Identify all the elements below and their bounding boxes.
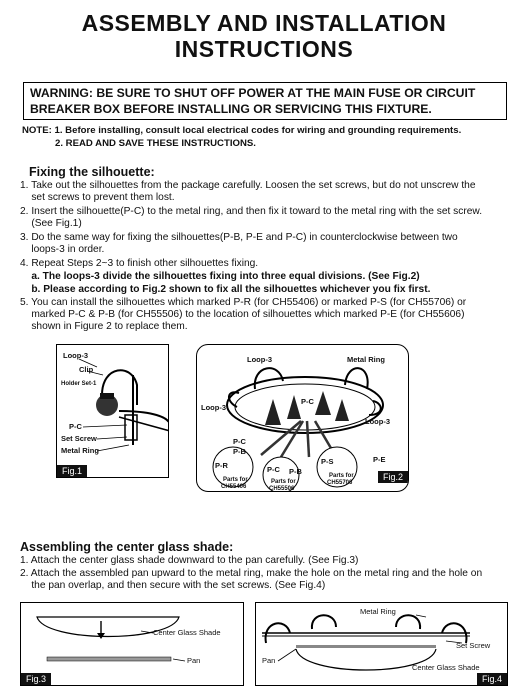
step-text: 1. Attach the center glass shade downward to the pan carefully. (See Fig.3) <box>20 555 359 566</box>
figure-4 <box>255 602 508 686</box>
note-line: 2. READ AND SAVE THESE INSTRUCTIONS. <box>55 138 256 149</box>
figure-3 <box>20 602 244 686</box>
warning-line: WARNING: BE SURE TO SHUT OFF POWER AT THE MAIN FUSE OR CIRCUIT <box>30 86 476 100</box>
step-text: 1. Take out the silhouettes from the package carefully. Loosen the set screws, but do not unscrew the <box>20 180 476 191</box>
fig2-parts-label: CH55406 <box>221 484 247 490</box>
fig2-ps-label: P-S <box>321 457 334 466</box>
fig1-clip-label: Clip <box>79 365 94 374</box>
fig2-pe-label: P-E <box>373 455 386 464</box>
fig2-parts-label: CH55706 <box>327 480 353 486</box>
fig1-pc-label: P-C <box>69 422 82 431</box>
fig2-parts-label: Parts for <box>329 473 354 479</box>
step-text: 2. Attach the assembled pan upward to the metal ring, make the hole on the metal ring and the hole on <box>20 568 483 579</box>
step-text: set screws to prevent them lost. <box>20 192 175 203</box>
fig2-parts-label: Parts for <box>271 479 296 485</box>
fig1-holder-label: Holder Set-1 <box>61 381 97 387</box>
fig2-caption: Fig.2 <box>378 471 408 483</box>
fig2-loop-label: Loop-3 <box>247 355 272 364</box>
fig3-caption: Fig.3 <box>21 673 51 685</box>
figure-1 <box>56 344 169 478</box>
step-text: shown in Figure 2 to replace them. <box>20 321 188 332</box>
step-text: loops-3 in order. <box>20 244 105 255</box>
fig2-pb-label: P-B <box>233 447 246 456</box>
fig1-ring-label: Metal Ring <box>61 446 99 455</box>
fig3-pan-label: Pan <box>187 656 201 665</box>
step-text: (See Fig.1) <box>20 218 82 229</box>
step-text: marked P-C & P-B (for CH55506) to the location of silhouettes which marked P-E (for CH55606) <box>20 309 465 320</box>
fig2-ring-label: Metal Ring <box>347 355 385 364</box>
fig1-caption: Fig.1 <box>57 465 87 477</box>
page-subtitle: INSTRUCTIONS <box>174 36 354 62</box>
figure-2 <box>196 344 409 492</box>
section-heading: Assembling the center glass shade: <box>20 540 234 554</box>
fig4-caption: Fig.4 <box>477 673 507 685</box>
warning-line: BREAKER BOX BEFORE INSTALLING OR SERVICING THIS FIXTURE. <box>30 102 432 116</box>
step-text: a. The loops-3 divide the silhouettes fixing into three equal divisions. (See Fig.2) <box>20 271 420 282</box>
step-text: b. Please according to Fig.2 shown to fix all the silhouettes whichever you fix first. <box>20 284 431 295</box>
fig2-pc-label: P-C <box>267 465 280 474</box>
fig2-pb-label: P-B <box>289 467 302 476</box>
fig3-shade-label: Center Glass Shade <box>153 628 221 637</box>
fig2-parts-label: Parts for <box>223 477 248 483</box>
step-text: 4. Repeat Steps 2~3 to finish other silhouettes fixing. <box>20 258 259 269</box>
fig4-pan-label: Pan <box>262 656 276 665</box>
fig2-pc-label: P-C <box>233 437 246 446</box>
fig1-screw-label: Set Screw <box>61 434 97 443</box>
warning-box <box>23 82 507 120</box>
note <box>22 124 461 150</box>
step-text: the pan overlap, and then secure with the set screws. (See Fig.4) <box>20 580 326 591</box>
step-text: 2. Insert the silhouette(P-C) to the metal ring, and then fix it toward to the metal ring with the set screw. <box>20 206 483 217</box>
fig1-loop-label: Loop-3 <box>63 351 88 360</box>
fig2-pr-label: P-R <box>215 461 228 470</box>
fig2-loop-label: Loop-3 <box>365 417 390 426</box>
fig4-shade-label: Center Glass Shade <box>412 663 480 672</box>
note-line: NOTE: 1. Before installing, consult local electrical codes for wiring and grounding requirements. <box>22 125 462 136</box>
fig2-pc-label: P-C <box>301 397 314 406</box>
section-heading: Fixing the silhouette: <box>29 165 155 179</box>
fig4-ring-label: Metal Ring <box>360 607 396 616</box>
step-text: 5. You can install the silhouettes which marked P-R (for CH55406) or marked P-S (for CH55706) or <box>20 297 467 308</box>
fig2-parts-label: CH55506 <box>269 486 295 492</box>
step-text: 3. Do the same way for fixing the silhouettes(P-B, P-E and P-C) in counterclockwise between two <box>20 232 458 243</box>
fig2-loop-label: Loop-3 <box>201 403 226 412</box>
page-title: ASSEMBLY AND INSTALLATION <box>81 10 447 36</box>
fig4-screw-label: Set Screw <box>456 641 491 650</box>
